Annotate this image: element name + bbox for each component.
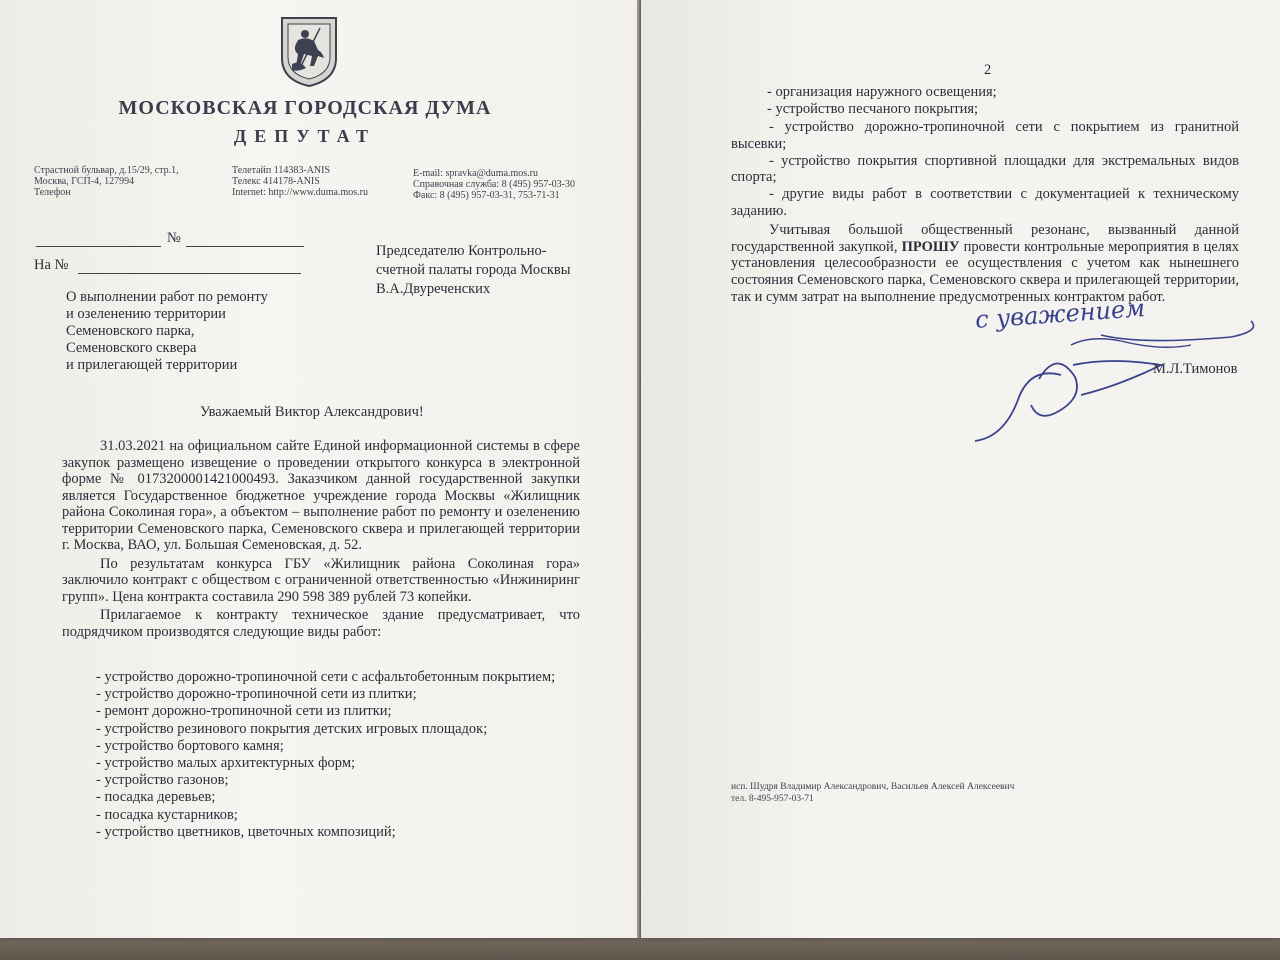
list-item: - ремонт дорожно-тропиночной сети из плитки; [96, 703, 392, 720]
teletype-block [232, 165, 368, 198]
subject-line: Семеновского сквера [66, 340, 197, 356]
subject-line: и прилегающей территории [66, 357, 238, 373]
signatory-name: М.Л.Тимонов [1153, 361, 1238, 377]
contacts-block [413, 168, 575, 201]
works-list [96, 669, 555, 841]
list-item: - посадка деревьев; [96, 789, 216, 806]
executors-block [731, 781, 1014, 805]
subject-line: и озеленению территории [66, 306, 226, 322]
letter-body [62, 438, 580, 640]
letter-body-continued [731, 119, 1239, 306]
subject-line: Семеновского парка, [66, 323, 195, 339]
list-item: - устройство малых архитектурных форм; [96, 755, 356, 772]
fax-line: Факс: 8 (495) 957-03-31, 753-71-31 [413, 190, 560, 201]
ref-no-label: № [167, 230, 181, 246]
list-item: - устройство покрытия спортивной площадки для экстремальных видов спорта; [731, 152, 1239, 186]
info-line: Справочная служба: 8 (495) 957-03-30 [413, 179, 575, 190]
paragraph-1: 31.03.2021 на официальном сайте Единой информационной системы в сфере закупок размещено извещение о проведении открытого конкурса в электронной форме № 0173200001421000493. Заказчиком данной государственной закупки является Государственное бюджетное учреждение города Москвы «Жилищник района Соколиная гора», а объектом – выполнение работ по ремонту и озеленению территории Семеновского парка, Семеновского сквера и прилегающей территории г. Москва, ВАО, ул. Большая Семеновская, д. 52. [62, 438, 580, 553]
letter-page-1 [0, 0, 637, 938]
works-list-continued [767, 84, 997, 118]
list-item: - устройство песчаного покрытия; [767, 101, 979, 118]
list-item: - устройство дорожно-тропиночной сети из плитки; [96, 686, 417, 703]
list-item: - устройство дорожно-тропиночной сети с покрытием из гранитной высевки; [731, 119, 1239, 152]
letterhead-title: ДЕПУТАТ [233, 126, 377, 146]
request-text: провести контрольные мероприятия в целях установления целесообразности ее осуществления с учетом как нынешнего состояния Семеновского парка, Семеновского сквера и прилегающей территории, так и сумм затрат на выполнение предусмотренных контрактом работ. [731, 238, 1240, 305]
address-line: Телефон [34, 187, 71, 198]
list-item: - устройство газонов; [96, 772, 229, 789]
moscow-coat-of-arms-icon [278, 14, 340, 88]
request-text: Учитывая большой общественный резонанс, вызванный данной государственной закупкой, [731, 221, 1239, 255]
addressee-block [376, 242, 571, 299]
executors-line: исп. Шудря Владимир Александрович, Васильев Алексей Алексеевич [731, 782, 1015, 792]
internet-line: Internet: http://www.duma.mos.ru [232, 187, 368, 198]
ref-na-label: На № [34, 257, 69, 273]
teletype-line: Телетайп 114383-ANIS [232, 165, 331, 176]
greeting: Уважаемый Виктор Александрович! [200, 404, 424, 420]
list-item: - устройство бортового камня; [96, 737, 284, 754]
list-item: - устройство резинового покрытия детских игровых площадок; [96, 720, 488, 737]
address-line: Страстной бульвар, д.15/29, стр.1, [34, 165, 179, 176]
paragraph-2: По результатам конкурса ГБУ «Жилищник района Соколиная гора» заключило контракт с обществом с ограниченной ответственностью «Инжиниринг групп». Цена контракта составила 290 598 389 рублей 73 копейки. [62, 555, 580, 605]
addressee-line: Председателю Контрольно- [376, 243, 547, 259]
list-item: - другие виды работ в соответствии с документацией к техническому заданию. [731, 186, 1239, 219]
date-line [36, 246, 161, 247]
list-item: - устройство цветников, цветочных композиций; [96, 823, 396, 840]
list-item: - устройство дорожно-тропиночной сети с асфальтобетонным покрытием; [96, 669, 556, 685]
addressee-line: счетной палаты города Москвы [376, 262, 571, 278]
letter-page-2 [641, 0, 1280, 938]
paragraph-3: Прилагаемое к контракту техническое здание предусматривает, что подрядчиком производятся следующие виды работ: [62, 607, 580, 640]
email-line: E-mail: spravka@duma.mos.ru [413, 168, 539, 179]
addressee-name: В.А.Двуреченских [376, 281, 491, 297]
executors-phone: тел. 8-495-957-03-71 [731, 794, 814, 804]
subject-line: О выполнении работ по ремонту [66, 289, 268, 305]
page-number: 2 [984, 62, 992, 78]
address-line: Москва, ГСП-4, 127994 [34, 176, 135, 187]
org-name: МОСКОВСКАЯ ГОРОДСКАЯ ДУМА [118, 97, 492, 119]
list-item: - организация наружного освещения; [767, 84, 997, 100]
request-paragraph [731, 222, 1239, 306]
telex-line: Телекс 414178-ANIS [232, 176, 320, 187]
ref-number-line [186, 246, 304, 247]
request-emphasis: ПРОШУ [901, 238, 960, 255]
handwritten-closing: с уважением [974, 294, 1146, 334]
address-block [34, 165, 179, 198]
list-item: - посадка кустарников; [96, 806, 238, 823]
subject-block [66, 289, 268, 374]
ref-na-line [78, 273, 301, 274]
